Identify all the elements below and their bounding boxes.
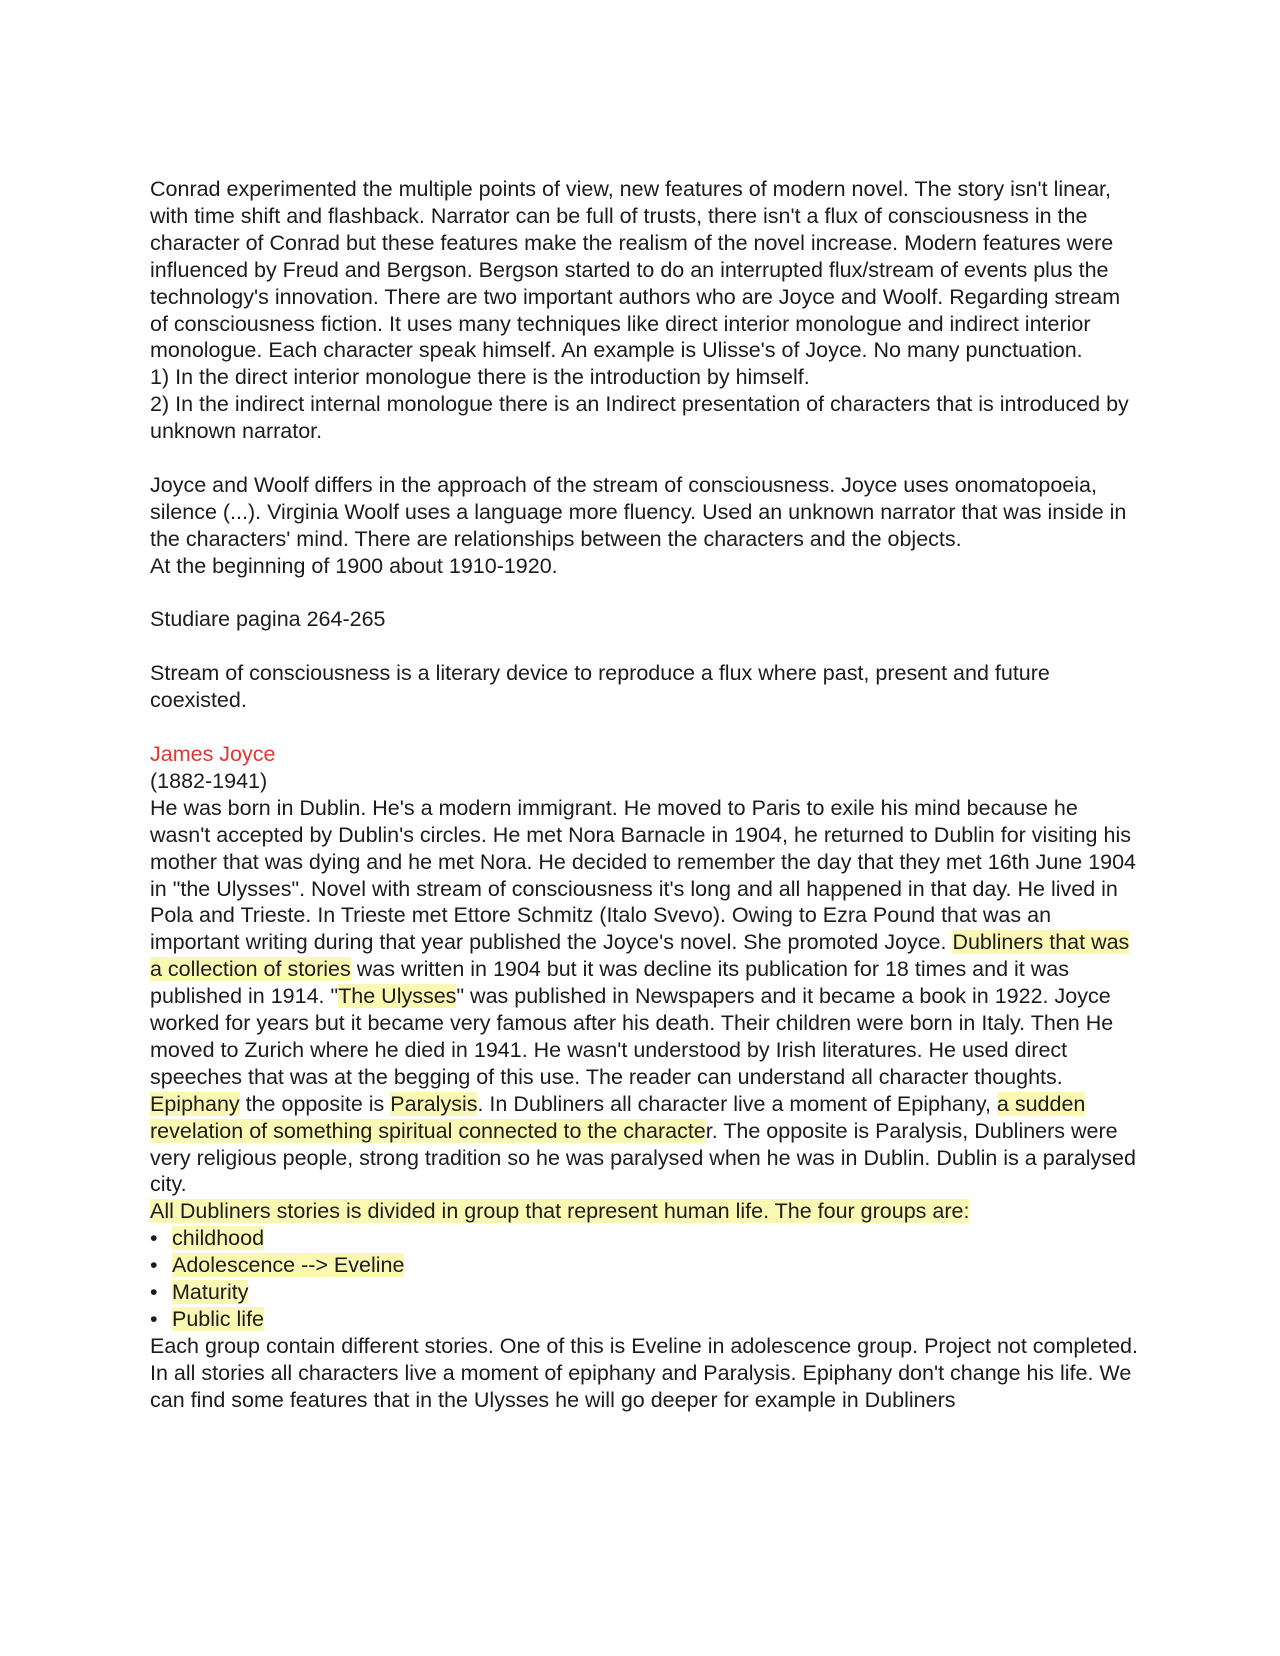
text-run: He was born in Dublin. He's a modern immigrant. He moved to Paris to exile his mind because he wasn't accepted by Dublin's circles. He met Nora Barnacle in 1904, he returned to Dublin for visiting his mother that was dying and he met Nora. He decided to remember the day that they met 16th June 1904 in "the Ulysses". Novel with stream of consciousness it's long and all happened in that day. He lived in Pola and Trieste. In Trieste met Ettore Schmitz (Italo Svevo). Owing to Ezra Pound that was an important writing during that year published the Joyce's novel. She promoted Joyce. [150,795,1136,955]
text-run: . In Dubliners all character live a moment of Epiphany, [477,1091,997,1116]
highlight-dubliners: Dubliners that was a collection of stories [150,930,1130,982]
bullet-icon: • [150,1280,158,1305]
list-item [150,1252,1140,1279]
paragraph-groups-intro [150,1198,1140,1225]
joyce-dates: (1882-1941) [150,768,268,793]
paragraph-spacer [150,633,1140,660]
list-item-indirect-monologue: 2) In the indirect internal monologue there is an Indirect presentation of characters that is introduced by unknown narrator. [150,392,1129,444]
paragraph-joyce-woolf: Joyce and Woolf differs in the approach of the stream of consciousness. Joyce uses onomatopoeia, silence (...). Virginia Woolf uses a language more fluency. Used an unknown narrator that was inside in the characters' mind. There are relationships between the characters and the objects. [150,472,1127,551]
paragraph-conrad: Conrad experimented the multiple points of view, new features of modern novel. The story isn't linear, with time shift and flashback. Narrator can be full of trusts, there isn't a flux of consciousness in the character of Conrad but these features make the realism of the novel increase. Modern features were influenced by Freud and Bergson. Bergson started to do an interrupted flux/stream of events plus the technology's innovation. There are two important authors who are Joyce and Woolf. Regarding stream of consciousness fiction. It uses many techniques like direct interior monologue and indirect interior monologue. Each character speak himself. An example is Ulisse's of Joyce. No many punctuation. [150,177,1121,363]
text-run: r. The opposite is Paralysis, Dubliners were very religious people, strong tradition so he was paralysed when he was in Dublin. Dublin is a paralysed city. [150,1118,1136,1197]
highlight-sudden-revelation: a sudden revelation of something spiritual connected to the characte [150,1091,1086,1143]
paragraph-stream-definition: Stream of consciousness is a literary device to reproduce a flux where past, present and future coexisted. [150,661,1050,713]
bullet-icon: • [150,1307,158,1331]
list-item-label: Maturity [172,1280,249,1305]
paragraph-study-note: Studiare pagina 264-265 [150,607,386,632]
paragraph-spacer [150,714,1140,741]
list-item [150,1306,1140,1333]
list-item [150,1279,1140,1306]
section-heading-james-joyce: James Joyce [150,741,276,766]
text-run: was written in 1904 but it was decline its publication for 18 times and it was published in 1914. " [150,957,1069,1009]
highlight-the-ulysses: The Ulysses [338,984,457,1009]
paragraph-groups-detail: Each group contain different stories. One of this is Eveline in adolescence group. Project not completed. [150,1333,1138,1358]
text-run: " was published in Newspapers and it became a book in 1922. Joyce worked for years but it became very famous after his death. Their children were born in Italy. Then He moved to Zurich where he died in 1941. He wasn't understood by Irish literatures. He used direct speeches that was at the begging of this use. The reader can understand all character thoughts. [150,984,1114,1089]
bullet-icon: • [150,1226,158,1251]
list-item-label: childhood [172,1226,265,1251]
document-page [150,176,1140,1414]
paragraph-spacer [150,580,1140,607]
paragraph-period: At the beginning of 1900 about 1910-1920. [150,553,558,578]
list-item-direct-monologue: 1) In the direct interior monologue there is the introduction by himself. [150,365,810,390]
highlight-groups-intro: All Dubliners stories is divided in group that represent human life. The four groups are: [150,1199,970,1224]
bullet-list-groups [150,1225,1140,1333]
paragraph-spacer [150,445,1140,472]
highlight-paralysis: Paralysis [390,1091,478,1116]
text-run: the opposite is [239,1091,391,1116]
paragraph-joyce-biography [150,795,1140,1199]
bullet-icon: • [150,1253,158,1278]
highlight-epiphany: Epiphany [150,1091,240,1116]
list-item-label: Adolescence --> Eveline [172,1253,405,1278]
paragraph-epiphany-paralysis: In all stories all characters live a moment of epiphany and Paralysis. Epiphany don't change his life. We can find some features that in the Ulysses he will go deeper for example in Dubliners [150,1360,1132,1412]
list-item-label: Public life [172,1307,265,1331]
list-item [150,1225,1140,1252]
